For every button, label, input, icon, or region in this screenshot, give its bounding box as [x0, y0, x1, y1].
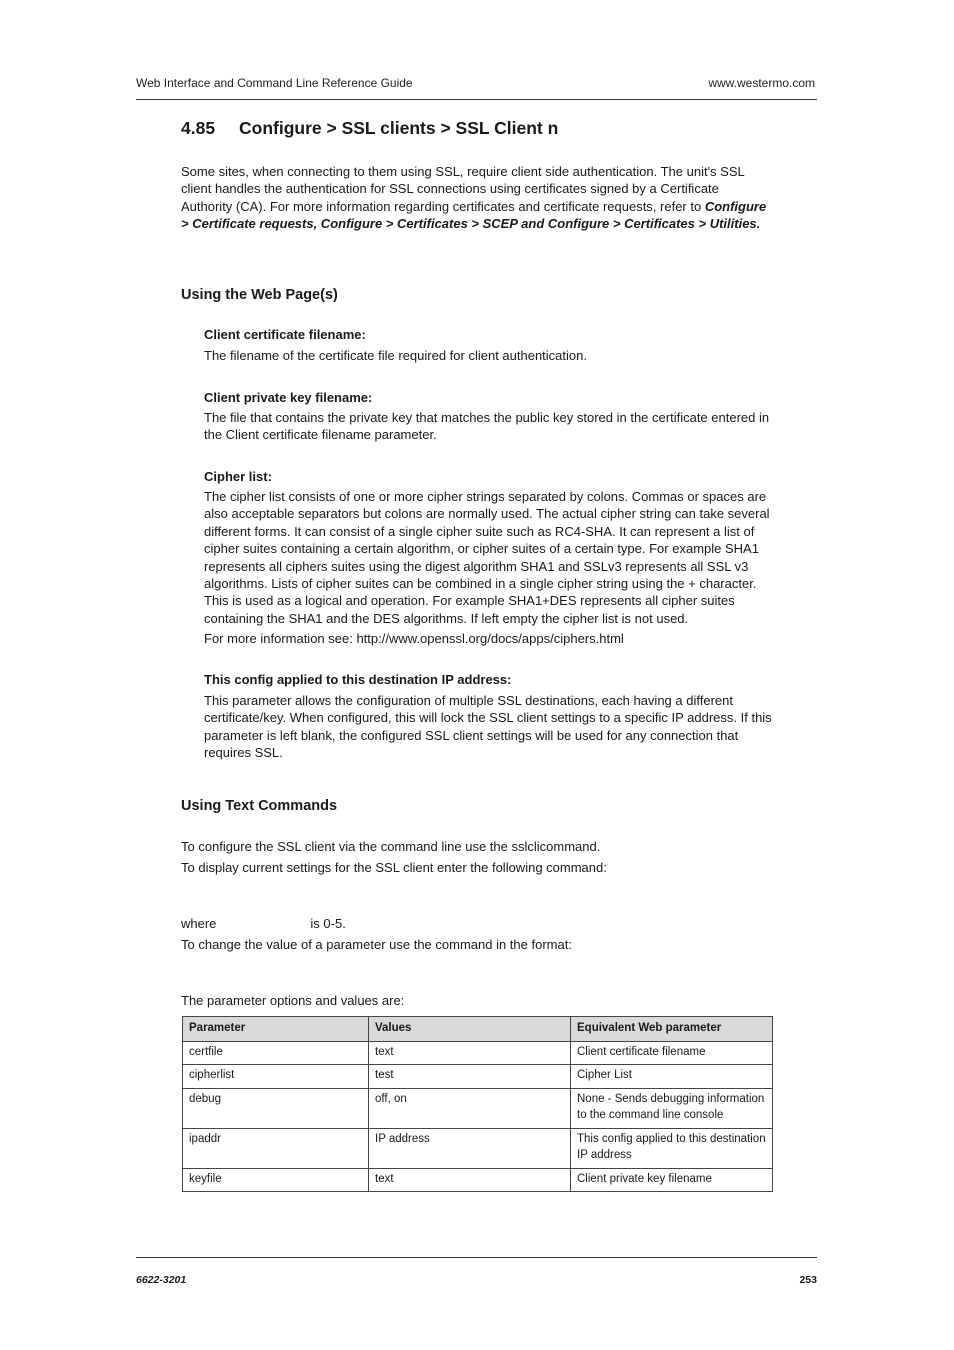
table-header-row [183, 1017, 773, 1042]
table-cell: ipaddr [183, 1128, 369, 1168]
footer-divider [136, 1257, 817, 1258]
table-row [183, 1041, 773, 1065]
table-row [183, 1128, 773, 1168]
running-header-title: Web Interface and Command Line Reference Guide [136, 76, 413, 90]
text-cmd-line1: To configure the SSL client via the command line use the sslclicommand. [181, 839, 601, 854]
table-cell: Client private key filename [571, 1168, 773, 1192]
param-desc-cipher-list: The cipher list consists of one or more cipher strings separated by colons. Commas or spaces are also acceptable separators but colons are normally used. The actual cipher string can take several different forms. It can consist of a single cipher suite such as RC4-SHA. It can represent a list of cipher suites containing a certain algorithm, or cipher suites of a certain type. For example SHA1 represents all ciphers suites using the digest algorithm SHA1 and SSLv3 represents all SSL v3 algorithms. Lists of cipher suites can be combined in a single cipher string using the + character. This is used as a logical and operation. For example SHA1+DES represents all cipher suites containing the SHA1 and the DES algorithms. If left empty the cipher list is not used. [204, 489, 770, 626]
table-cell: keyfile [183, 1168, 369, 1192]
where-word: where [181, 916, 217, 931]
table-header-cell: Equivalent Web parameter [571, 1017, 773, 1042]
intro-text: Some sites, when connecting to them using SSL, require client side authentication. The unit's SSL client handles the authentication for SSL connections using certificates signed by a Certificate Authority (CA). For more information regarding certificates and certificate requests, refer to [181, 164, 745, 214]
table-row [183, 1065, 773, 1089]
param-label-dest-ip: This config applied to this destination IP address: [204, 672, 512, 687]
page-number: 253 [799, 1274, 817, 1286]
where-rest: is 0-5. [310, 916, 346, 931]
intro-paragraph [181, 163, 771, 233]
param-desc-client-cert: The filename of the certificate file required for client authentication. [204, 348, 587, 363]
table-cell: Client certificate filename [571, 1041, 773, 1065]
text-cmd-line3: To change the value of a parameter use the command in the format: [181, 937, 572, 952]
param-label-private-key: Client private key filename: [204, 390, 373, 405]
table-cell: cipherlist [183, 1065, 369, 1089]
document-number: 6622-3201 [136, 1274, 187, 1286]
param-label-cipher-list: Cipher list: [204, 469, 272, 484]
table-cell: text [369, 1168, 571, 1192]
table-row [183, 1168, 773, 1192]
section-heading [181, 118, 558, 139]
parameter-table [182, 1016, 773, 1192]
text-cmd-line4: The parameter options and values are: [181, 993, 405, 1008]
table-cell: This config applied to this destination IP address [571, 1128, 773, 1168]
intro-references: Configure > Certificate requests, Configure > Certificates > SCEP and Configure > Certificates > Utilities. [181, 198, 767, 232]
table-cell: IP address [369, 1128, 571, 1168]
table-cell: None - Sends debugging information to the command line console [571, 1088, 773, 1128]
param-desc-dest-ip: This parameter allows the configuration of multiple SSL destinations, each having a different certificate/key. When configured, this will lock the SSL client settings to a specific IP address. If this parameter is left blank, the configured SSL client settings will be used for any connection that requires SSL. [204, 693, 772, 761]
header-divider [136, 99, 817, 100]
table-cell: Cipher List [571, 1065, 773, 1089]
running-header-url: www.westermo.com [708, 76, 815, 90]
table-row [183, 1088, 773, 1128]
text-section-heading: Using Text Commands [181, 798, 338, 814]
table-cell: off, on [369, 1088, 571, 1128]
text-cmd-line2: To display current settings for the SSL client enter the following command: [181, 860, 607, 875]
table-cell: debug [183, 1088, 369, 1128]
section-number: 4.85 [181, 118, 216, 138]
table-header-cell: Values [369, 1017, 571, 1042]
table-cell: text [369, 1041, 571, 1065]
param-label-client-cert: Client certificate filename: [204, 327, 366, 342]
param-more-info: For more information see: http://www.openssl.org/docs/apps/ciphers.html [204, 631, 624, 646]
table-header-cell: Parameter [183, 1017, 369, 1042]
web-section-heading: Using the Web Page(s) [181, 287, 338, 303]
table-cell: test [369, 1065, 571, 1089]
param-desc-private-key: The file that contains the private key that matches the public key stored in the certificate entered in the Client certificate filename parameter. [204, 410, 770, 443]
section-title: Configure > SSL clients > SSL Client n [239, 118, 559, 138]
table-cell: certfile [183, 1041, 369, 1065]
text-cmd-where [181, 915, 771, 932]
